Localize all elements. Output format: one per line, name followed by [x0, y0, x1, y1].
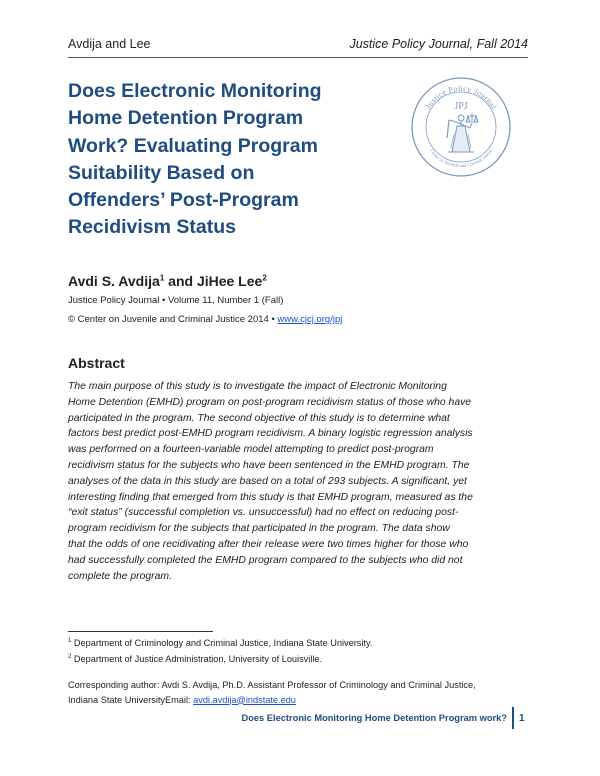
title-line: Suitability Based on — [68, 161, 255, 184]
corresponding-author-note — [68, 678, 538, 707]
title-line: Offenders’ Post-Program — [68, 189, 299, 212]
author-name: Avdi S. Avdija — [68, 273, 160, 289]
abstract-line: participated in the program. The second objective of this study is to determine what — [68, 412, 450, 424]
footnote — [68, 654, 322, 664]
article-title — [68, 78, 368, 242]
running-head-journal: Justice Policy Journal, Fall 2014 — [349, 37, 528, 51]
abstract-line: Home Detention (EMHD) program on post-program recidivism status of those who have — [68, 396, 472, 408]
abstract-body — [68, 379, 540, 584]
affiliation-mark: 1 — [159, 273, 165, 283]
abstract-line: was performed on a fourteen-variable model attempting to predict post-program — [68, 444, 434, 456]
title-line: Does Electronic Monitoring — [68, 80, 322, 102]
abstract-line: factors best predict post-EMHD program recidivism. A binary logistic regression analysis — [68, 428, 473, 440]
footnote-rule — [68, 631, 213, 632]
affiliation-mark: 2 — [262, 273, 267, 283]
abstract-line: The main purpose of this study is to investigate the impact of Electronic Monitoring — [68, 381, 447, 392]
page-number: 1 — [519, 713, 525, 724]
title-line: Work? Evaluating Program — [68, 134, 318, 157]
svg-text:Center on Juvenile and Crimina: Center on Juvenile and Criminal Justice — [428, 148, 494, 169]
abstract-line: complete the program. — [68, 570, 172, 582]
journal-website-link[interactable]: www.cjcj.org/jpj — [277, 314, 343, 325]
footnote-mark: 1 — [68, 638, 72, 644]
abstract-line: interesting finding that emerged from this study is that EMHD program, measured as the — [68, 491, 473, 503]
abstract-heading: Abstract — [68, 355, 125, 371]
copyright-text: © Center on Juvenile and Criminal Justice 2014 • — [68, 314, 278, 325]
journal-citation: Justice Policy Journal • Volume 11, Number 1 (Fall) — [68, 295, 284, 306]
footer-running-title: Does Electronic Monitoring Home Detention Program work? — [241, 713, 507, 723]
author-name: JiHee Lee — [196, 273, 263, 289]
svg-text:Justice Policy Journal: Justice Policy Journal — [423, 83, 499, 111]
journal-seal-logo — [410, 76, 512, 178]
title-line: Home Detention Program — [68, 107, 304, 130]
author-email-link[interactable]: avdi.avdija@indstate.edu — [193, 694, 296, 705]
abstract-line: recidivism status for the subjects who have been sentenced in the EMHD program. The — [68, 459, 470, 471]
corresponding-line: Corresponding author: Avdi S. Avdija, Ph.D. Assistant Professor of Criminology and Criminal Justice, — [68, 680, 476, 690]
footnote-mark: 2 — [68, 654, 72, 660]
abstract-line: program recidivism for the subjects that participated in the program. The data show — [68, 523, 450, 535]
abstract-line: had successfully completed the EMHD program compared to the subjects who did not — [68, 554, 463, 566]
running-head-authors: Avdija and Lee — [68, 37, 151, 51]
header-rule — [68, 57, 528, 58]
author-list — [68, 273, 267, 289]
title-line: Recidivism Status — [68, 216, 236, 239]
footnote-text: Department of Criminology and Criminal Justice, Indiana State University. — [71, 638, 373, 649]
author-conjunction: and — [164, 273, 197, 289]
corresponding-line — [68, 693, 538, 708]
corresponding-affiliation: Indiana State UniversityEmail: — [68, 694, 194, 705]
abstract-line: analyses of the data in this study are based on a total of 293 subjects. A significant, yet — [68, 475, 467, 487]
footnote-text: Department of Justice Administration, University of Louisville. — [71, 654, 323, 665]
copyright-line — [68, 314, 342, 325]
footer-divider — [512, 707, 514, 729]
abstract-line: that the odds of one recidivating after their release were two times higher for those who — [68, 538, 469, 550]
abstract-line: “exit status” (successful completion vs. unsuccessful) had no effect on reducing post- — [68, 507, 459, 519]
footnote — [68, 638, 372, 648]
svg-text:JPJ: JPJ — [454, 101, 468, 112]
